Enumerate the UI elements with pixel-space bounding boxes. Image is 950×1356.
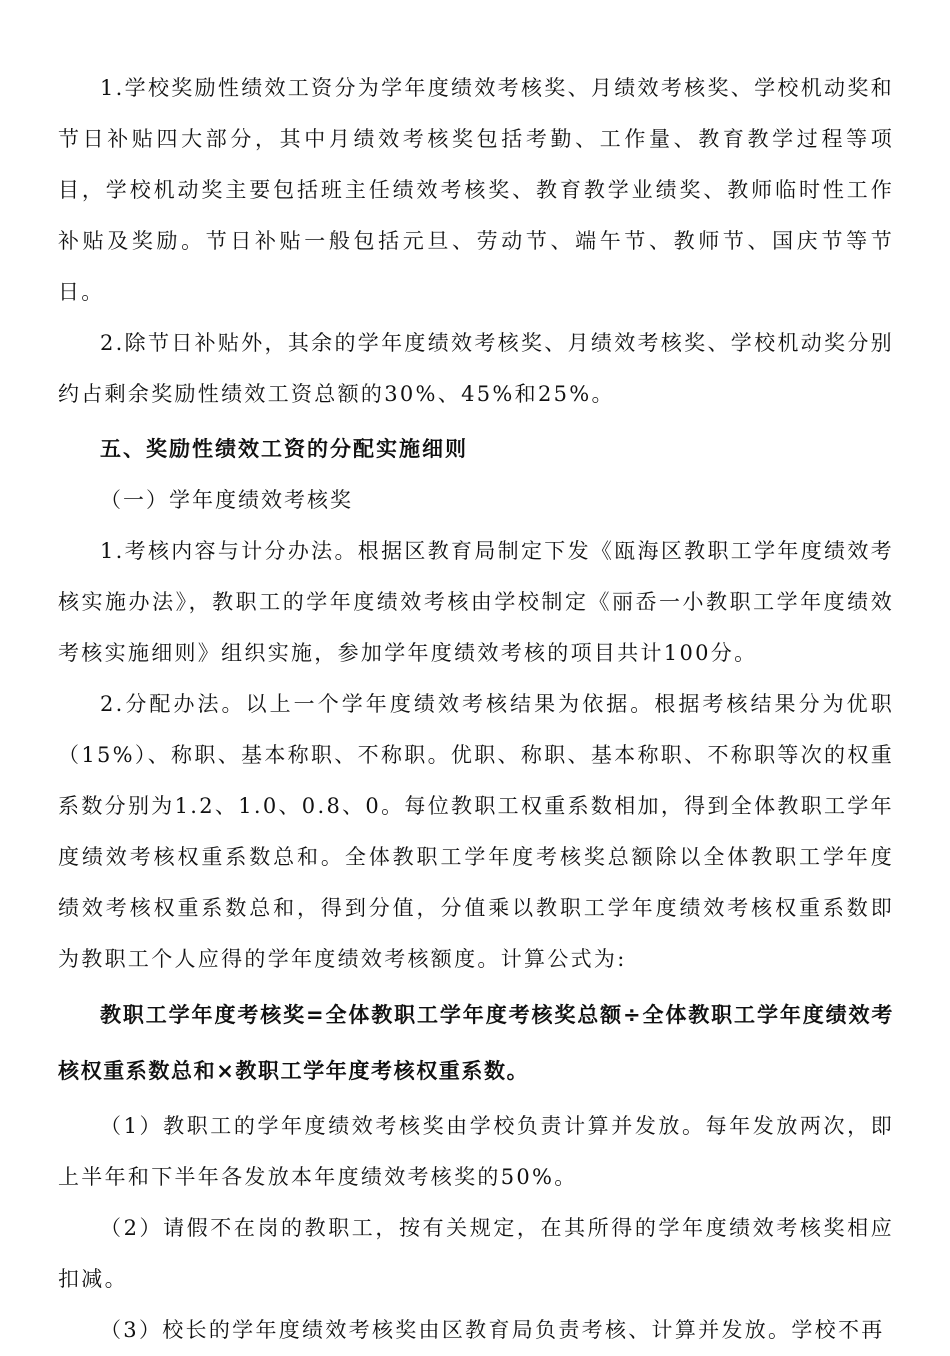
paragraph-assessment-content: 1.考核内容与计分办法。根据区教育局制定下发《瓯海区教职工学年度绩效考核实施办法》，教职工的学年度绩效考核由学校制定《丽岙一小教职工学年度绩效考核实施细则》组织实施，参加学年度绩效考核的项目共计100分。	[58, 539, 894, 665]
subsection-heading-annual-bonus: （一）学年度绩效考核奖	[100, 488, 353, 512]
section-heading-distribution-rules: 五、奖励性绩效工资的分配实施细则	[100, 437, 468, 461]
paragraph-item-3: （3）校长的学年度绩效考核奖由区教育局负责考核、计算并发放。学校不再	[100, 1318, 885, 1342]
document-page	[58, 63, 894, 1356]
paragraph-bonus-structure: 1.学校奖励性绩效工资分为学年度绩效考核奖、月绩效考核奖、学校机动奖和节日补贴四大部分，其中月绩效考核奖包括考勤、工作量、教育教学过程等项目，学校机动奖主要包括班主任绩效考核奖、教育教学业绩奖、教师临时性工作补贴及奖励。节日补贴一般包括元旦、劳动节、端午节、教师节、国庆节等节日。	[58, 76, 894, 304]
paragraph-bonus-ratio: 2.除节日补贴外，其余的学年度绩效考核奖、月绩效考核奖、学校机动奖分别约占剩余奖励性绩效工资总额的30%、45%和25%。	[58, 331, 894, 406]
formula-annual-bonus: 教职工学年度考核奖=全体教职工学年度考核奖总额÷全体教职工学年度绩效考核权重系数总和×教职工学年度考核权重系数。	[58, 1003, 894, 1083]
paragraph-item-1: （1）教职工的学年度绩效考核奖由学校负责计算并发放。每年发放两次，即上半年和下半年各发放本年度绩效考核奖的50%。	[58, 1114, 894, 1189]
paragraph-distribution-method: 2.分配办法。以上一个学年度绩效考核结果为依据。根据考核结果分为优职（15%）、称职、基本称职、不称职。优职、称职、基本称职、不称职等次的权重系数分别为1.2、1.0、0.8、0。每位教职工权重系数相加，得到全体教职工学年度绩效考核权重系数总和。全体教职工学年度考核奖总额除以全体教职工学年度绩效考核权重系数总和，得到分值，分值乘以教职工学年度绩效考核权重系数即为教职工个人应得的学年度绩效考核额度。计算公式为:	[58, 692, 894, 971]
paragraph-item-2: （2）请假不在岗的教职工，按有关规定，在其所得的学年度绩效考核奖相应扣减。	[58, 1216, 894, 1291]
